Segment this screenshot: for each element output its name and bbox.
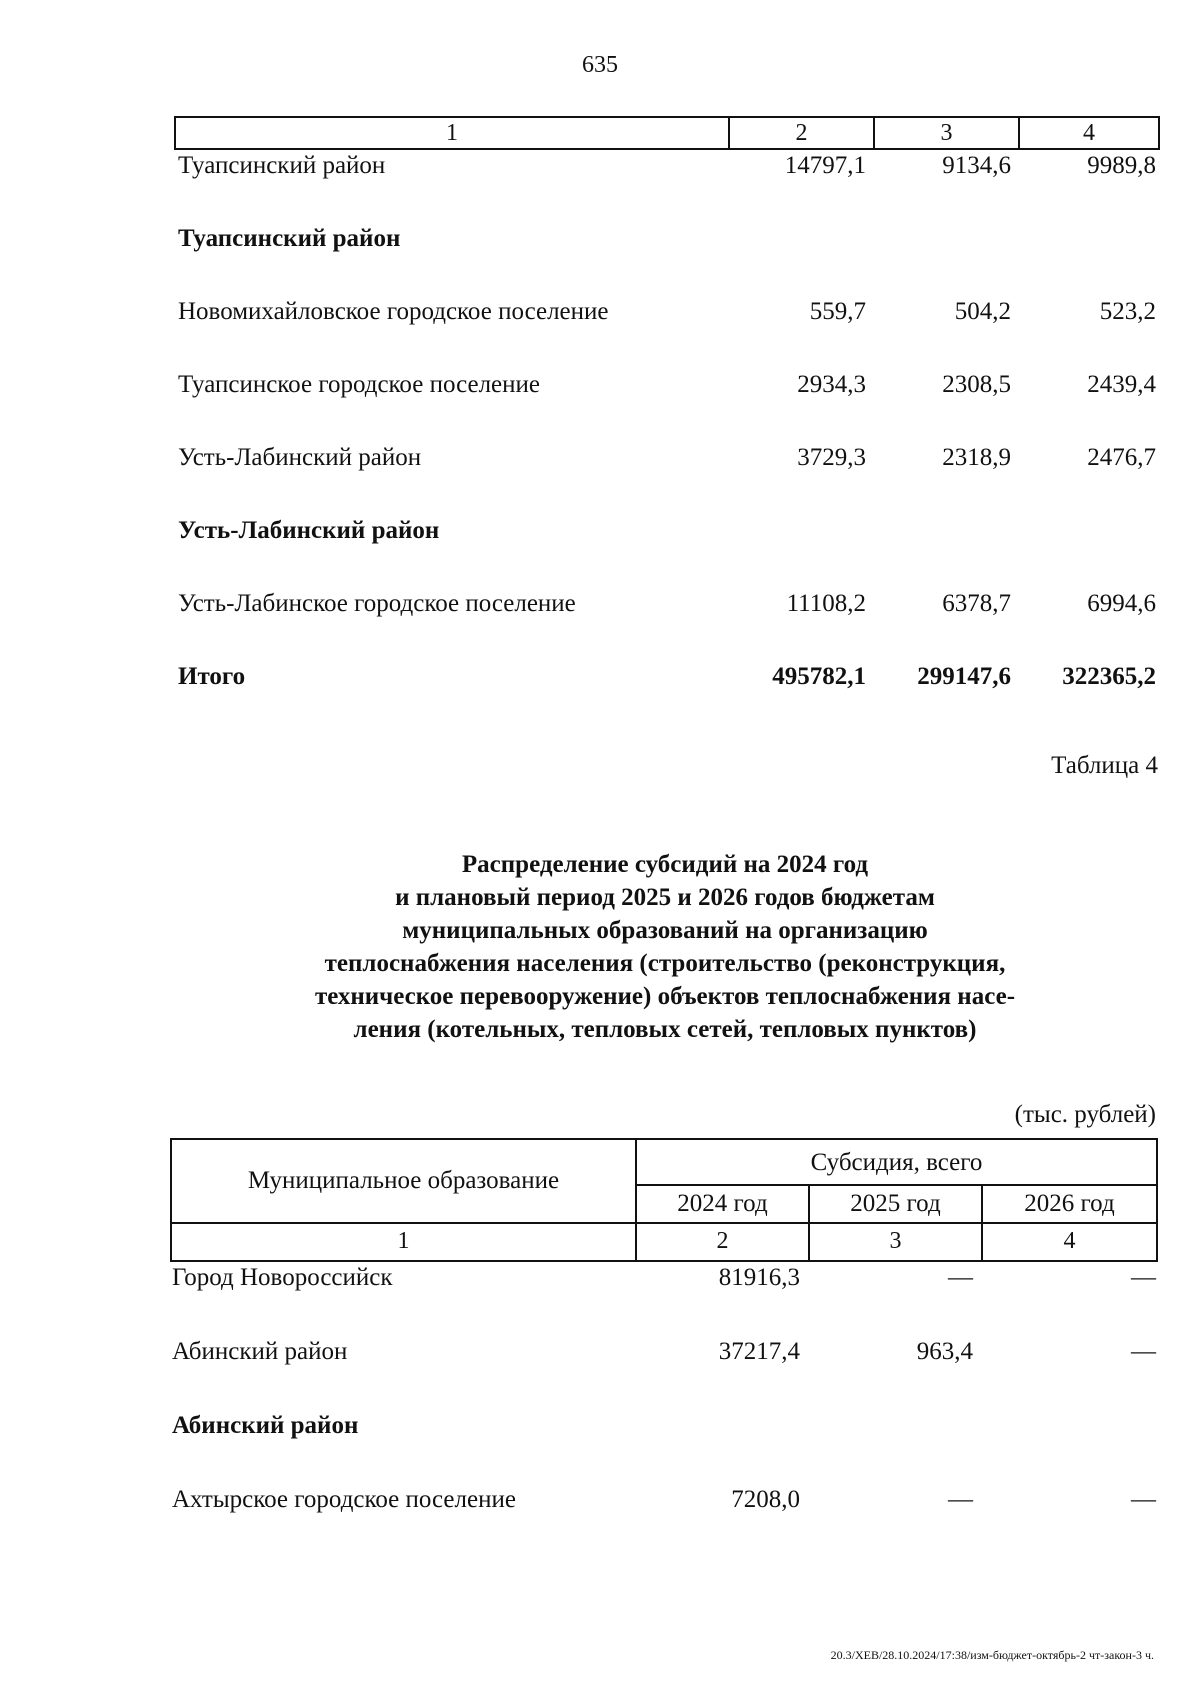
value-2026: 9989,8 (1087, 152, 1156, 179)
table-row (174, 442, 1160, 515)
row-name: Туапсинское городское поселение (178, 371, 540, 398)
row-name: Итого (178, 663, 246, 690)
table-row (174, 369, 1160, 442)
title-line: муниципальных образований на организацию (402, 917, 928, 944)
value-2026: 322365,2 (1062, 663, 1156, 690)
value-2025: 963,4 (916, 1338, 973, 1365)
continuation-table-header (174, 116, 1160, 150)
title-line: Распределение субсидий на 2024 год (461, 851, 869, 878)
title-line: и плановый период 2025 и 2026 годов бюджетам (395, 884, 935, 911)
value-2025: 6378,7 (942, 590, 1011, 617)
header-subsidy-total: Субсидия, всего (637, 1140, 1156, 1186)
value-2026: — (1131, 1264, 1156, 1291)
column-number-4: 4 (1083, 120, 1095, 146)
header-column-numbers (172, 1222, 1156, 1260)
page-number: 635 (582, 52, 618, 78)
value-2025: 299147,6 (917, 663, 1011, 690)
table-label: Таблица 4 (1051, 752, 1158, 779)
table-row (170, 1484, 1158, 1558)
value-2024: 14797,1 (784, 152, 866, 179)
row-name: Абинский район (172, 1412, 359, 1439)
row-name: Абинский район (172, 1338, 348, 1365)
units-label: (тыс. рублей) (1014, 1101, 1156, 1128)
table4-header (170, 1138, 1158, 1262)
row-name: Новомихайловское городское поселение (178, 298, 609, 325)
value-2024: 2934,3 (797, 371, 866, 398)
value-2025: 504,2 (954, 298, 1011, 325)
value-2026: 2439,4 (1087, 371, 1156, 398)
row-name: Ахтырское городское поселение (172, 1486, 516, 1513)
value-2026: 2476,7 (1087, 444, 1156, 471)
row-name: Усть-Лабинское городское поселение (178, 590, 576, 617)
value-2024: 37217,4 (718, 1338, 800, 1365)
title-line: теплоснабжения населения (строительство (реконструкция, (324, 950, 1006, 977)
value-2024: 3729,3 (797, 444, 866, 471)
column-number-2: 2 (730, 118, 875, 148)
footer-document-code: 20.3/ХЕВ/28.10.2024/17:38/изм-бюджет-октябрь-2 чт-закон-3 ч. (830, 1648, 1154, 1662)
value-2025: — (948, 1486, 973, 1513)
value-2025: — (948, 1264, 973, 1291)
table-row (170, 1410, 1158, 1484)
row-name: Туапсинский район (178, 152, 386, 179)
table4-body (170, 1262, 1158, 1558)
value-2024: 7208,0 (731, 1486, 800, 1513)
table-row (170, 1262, 1158, 1336)
table-row (174, 223, 1160, 296)
row-name: Туапсинский район (178, 225, 401, 252)
continuation-table-body (174, 150, 1160, 734)
table-row (174, 150, 1160, 223)
value-2026: — (1131, 1338, 1156, 1365)
row-name: Город Новороссийск (172, 1264, 393, 1291)
column-number-3: 3 (875, 118, 1020, 148)
value-2025: 9134,6 (942, 152, 1011, 179)
table-row (174, 661, 1160, 734)
row-name: Усть-Лабинский район (178, 517, 440, 544)
table-row (174, 515, 1160, 588)
value-2024: 81916,3 (718, 1264, 800, 1291)
value-2026: 523,2 (1099, 298, 1156, 325)
value-2025: 2308,5 (942, 371, 1011, 398)
table-row (170, 1336, 1158, 1410)
column-number-3: 3 (810, 1224, 983, 1260)
header-year-2025: 2025 год (810, 1186, 983, 1222)
table-title (0, 848, 1200, 1046)
column-number-2: 2 (637, 1224, 810, 1260)
value-2024: 11108,2 (786, 590, 866, 617)
header-year-2026: 2026 год (1024, 1190, 1115, 1217)
value-2026: — (1131, 1486, 1156, 1513)
value-2025: 2318,9 (942, 444, 1011, 471)
header-year-2024: 2024 год (637, 1186, 810, 1222)
value-2024: 495782,1 (772, 663, 866, 690)
title-line: техническое перевооружение) объектов теплоснабжения насе- (314, 983, 1016, 1010)
table-row (174, 588, 1160, 661)
value-2024: 559,7 (809, 298, 866, 325)
title-line: ления (котельных, тепловых сетей, тепловых пунктов) (353, 1016, 977, 1043)
value-2026: 6994,6 (1087, 590, 1156, 617)
table-row (174, 296, 1160, 369)
header-municipal: Муниципальное образование (172, 1140, 637, 1222)
column-number-1: 1 (176, 118, 730, 148)
row-name: Усть-Лабинский район (178, 444, 422, 471)
column-number-1: 1 (172, 1224, 637, 1260)
column-number-4: 4 (1063, 1228, 1076, 1254)
